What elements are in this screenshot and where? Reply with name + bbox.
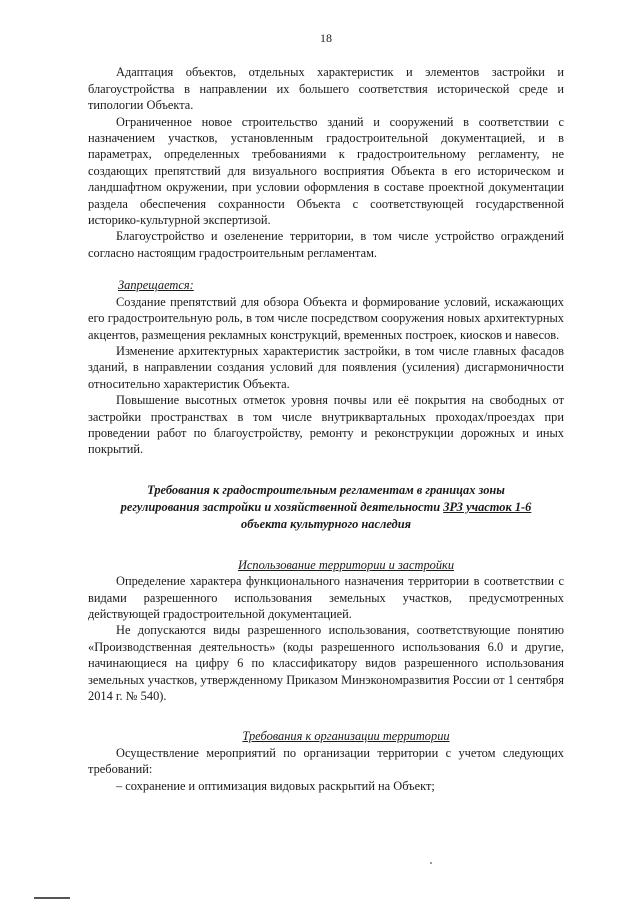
prohibited-label: Запрещается: bbox=[118, 278, 194, 293]
organization-heading: Требования к организации территории bbox=[242, 729, 450, 744]
paragraph-adaptation: Адаптация объектов, отдельных характеристик и элементов застройки и благоустройства в направлении их большего соответствия исторической среде и типологии Объекта. bbox=[88, 65, 564, 113]
spacer bbox=[88, 533, 564, 557]
zone-heading bbox=[88, 482, 564, 533]
page-number: 18 bbox=[320, 31, 332, 45]
land-use-heading: Использование территории и застройки bbox=[237, 557, 455, 572]
zone-heading-line-2 bbox=[88, 499, 564, 516]
scan-edge-mark bbox=[34, 897, 70, 899]
paragraph-limited-construction: Ограниченное новое строительство зданий и сооружений в соответствии с назначением участков, установленным градостроительной документацией, и в параметрах, определенных требованиями к градостроительному регламенту, не создающих препятствий для визуального восприятия Объекта в его историческом и ландшафтном окружении, при условии оформления в составе проектной документации раздела обеспечения сохранности Объекта с соответствующей государственной историко-культурной экспертизой. bbox=[88, 114, 564, 228]
paragraph-view-preservation: – сохранение и оптимизация видовых раскрытий на Объект; bbox=[116, 778, 435, 793]
paragraph-not-allowed-uses: Не допускаются виды разрешенного использования, соответствующие понятию «Производственная деятельность» (коды разрешенного использования 6.0 и другие, начинающиеся на цифру 6 по классификатору видов разрешенного использования земельных участков, утвержденному Приказом Минэкономразвития России от 1 сентября 2014 г. № 540). bbox=[88, 623, 564, 703]
zone-heading-line-1: Требования к градостроительным регламентам в границах зоны bbox=[147, 482, 505, 497]
spacer bbox=[88, 704, 564, 728]
paragraph-architecture-change: Изменение архитектурных характеристик застройки, в том числе главных фасадов зданий, в направлении создания условий для появления (усиления) дисгармоничности относительно характеристик Объекта. bbox=[88, 343, 564, 391]
zone-heading-line-2-text: регулирования застройки и хозяйственной деятельности bbox=[120, 499, 444, 514]
spacer bbox=[88, 458, 564, 482]
page-content bbox=[88, 30, 564, 794]
paragraph-functional-purpose: Определение характера функционального назначения территории в соответствии с видами разрешенного использования земельных участков, предусмотренных действующей градостроительной документацией. bbox=[88, 574, 564, 621]
scan-speck bbox=[430, 862, 432, 864]
paragraph-landscaping: Благоустройство и озеленение территории, в том числе устройство ограждений согласно настоящим градостроительным регламентам. bbox=[88, 229, 564, 260]
zone-code: ЗРЗ участок 1-6 bbox=[443, 499, 532, 514]
zone-heading-line-3: объекта культурного наследия bbox=[241, 516, 411, 531]
spacer bbox=[88, 261, 564, 277]
paragraph-organization-measures: Осуществление мероприятий по организации территории с учетом следующих требований: bbox=[88, 745, 564, 777]
paragraph-ground-level: Повышение высотных отметок уровня почвы или её покрытия на свободных от застройки пространствах в том числе внутриквартальных проходах/проездах при проведении работ по благоустройству, ремонту и реконструкции дорожных и иных покрытий. bbox=[88, 393, 564, 457]
paragraph-obstruction: Создание препятствий для обзора Объекта и формирование условий, искажающих его градостроительную роль, в том числе посредством сооружения новых архитектурных акцентов, размещения рекламных конструкций, временных построек, киосков и навесов. bbox=[88, 294, 564, 342]
